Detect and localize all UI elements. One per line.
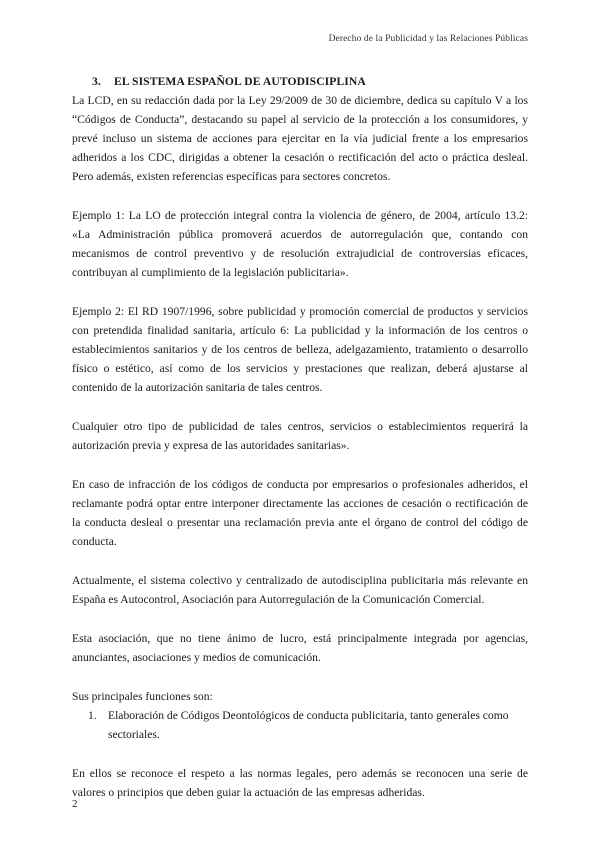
paragraph-association: Esta asociación, que no tiene ánimo de lucro, está principalmente integrada por agencias, anunciantes, asociaciones y medios de comunicación. [72, 632, 528, 664]
paragraph-example-2: Ejemplo 2: El RD 1907/1996, sobre publicidad y promoción comercial de productos y servicios con pretendida finalidad sanitaria, artículo 6: La publicidad y la información de los centros o establecimientos sanitarios y de los centros de belleza, adelgazamiento, tratamiento o desarrollo físico o estético, así como de los servicios y prestaciones que realizan, deberá ajustarse al contenido de la autorización sanitaria de tales centros. [72, 305, 528, 394]
functions-list [72, 706, 528, 744]
paragraph-other-advertising: Cualquier otro tipo de publicidad de tales centros, servicios o establecimientos requerirá la autorización previa y expresa de las autoridades sanitarias». [72, 420, 528, 452]
running-header: Derecho de la Publicidad y las Relaciones Públicas [328, 34, 528, 44]
section-number: 3. [92, 75, 101, 88]
page-body [72, 72, 528, 822]
paragraph-functions-intro: Sus principales funciones son: [72, 690, 213, 703]
list-item-text: Elaboración de Códigos Deontológicos de conducta publicitaria, tanto generales como sectoriales. [108, 709, 509, 741]
section-title: EL SISTEMA ESPAÑOL DE AUTODISCIPLINA [114, 75, 366, 88]
section-heading [92, 72, 528, 91]
paragraph-autocontrol: Actualmente, el sistema colectivo y centralizado de autodisciplina publicitaria más relevante en España es Autocontrol, Asociación para Autorregulación de la Comunicación Comercial. [72, 574, 528, 606]
paragraph-intro: La LCD, en su redacción dada por la Ley 29/2009 de 30 de diciembre, dedica su capítulo V a los “Códigos de Conducta”, destacando su papel al servicio de la protección a los consumidores, y prevé incluso un sistema de acciones para ejercitar en la vía judicial frente a los empresarios adheridos a los CDC, dirigidas a obtener la cesación o rectificación del acto o práctica desleal. Pero además, existen referencias específicas para sectores concretos. [72, 94, 528, 183]
paragraph-closing: En ellos se reconoce el respeto a las normas legales, pero además se reconocen una serie de valores o principios que deben guiar la actuación de las empresas adheridas. [72, 767, 528, 799]
paragraph-example-1: Ejemplo 1: La LO de protección integral contra la violencia de género, de 2004, artículo 13.2: «La Administración pública promoverá acuerdos de autorregulación que, contando con mecanismos de control preventivo y de resolución extrajudicial de controversias eficaces, contribuyan al cumplimiento de la legislación publicitaria». [72, 209, 528, 279]
list-item [72, 706, 528, 744]
page-number: 2 [72, 798, 78, 810]
list-item-marker: 1. [88, 709, 97, 722]
paragraph-infraction: En caso de infracción de los códigos de conducta por empresarios o profesionales adheridos, el reclamante podrá optar entre interponer directamente las acciones de cesación o rectificación de la conducta desleal o presentar una reclamación previa ante el órgano de control del código de conducta. [72, 478, 528, 548]
